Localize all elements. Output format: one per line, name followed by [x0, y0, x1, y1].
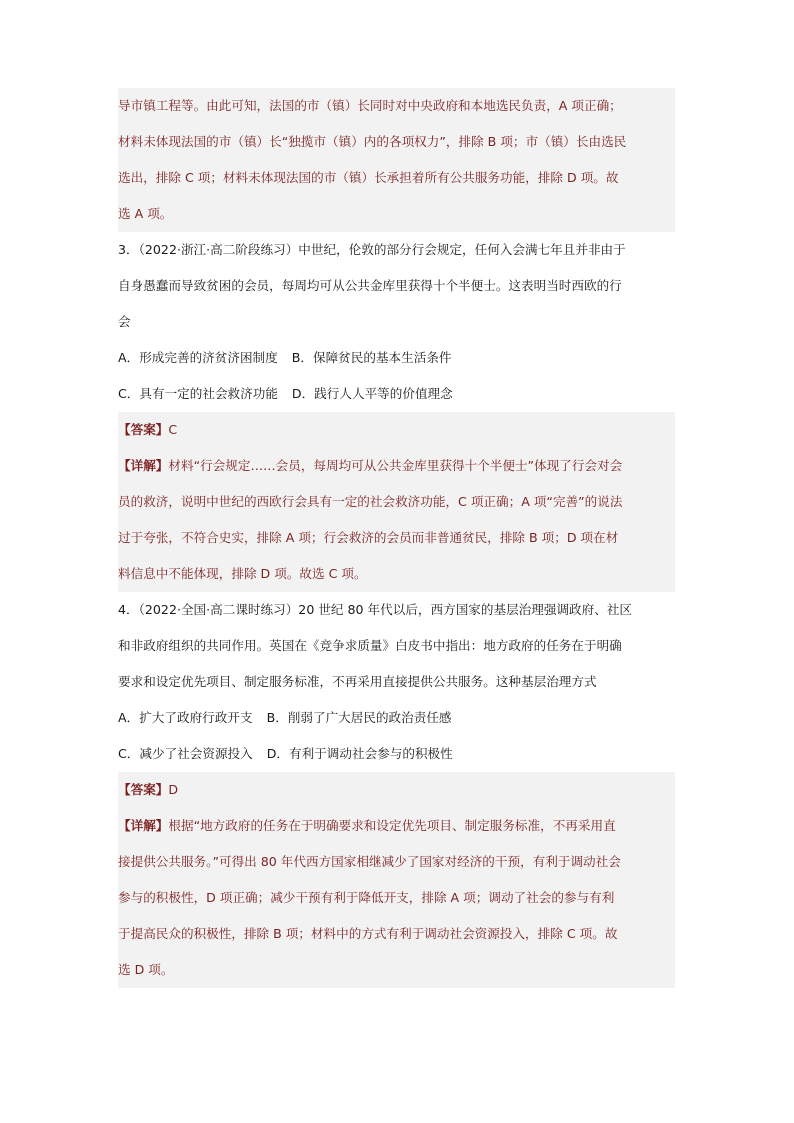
question-4-options-row-1	[118, 700, 675, 736]
option-c: C．具有一定的社会救济功能	[118, 386, 278, 401]
option-a: A．扩大了政府行政开支	[118, 710, 253, 725]
option-a: A．形成完善的济贫济困制度	[118, 350, 278, 365]
question-3-detail: 料信息中不能体现，排除 D 项。故选 C 项。	[118, 556, 675, 592]
question-4-detail	[118, 808, 675, 844]
answer-label: 【答案】	[118, 422, 169, 437]
question-3-options-row-1	[118, 340, 675, 376]
explanation-line: 选 A 项。	[118, 196, 675, 232]
page-content	[118, 88, 675, 988]
question-3-detail: 员的救济，说明中世纪的西欧行会具有一定的社会救济功能，C 项正确；A 项“完善”的说法	[118, 484, 675, 520]
explanation-line: 材料未体现法国的市（镇）长“独揽市（镇）内的各项权力”，排除 B 项；市（镇）长由选民	[118, 124, 675, 160]
detail-label: 【详解】	[118, 818, 169, 833]
question-3-detail	[118, 448, 675, 484]
question-3-answer	[118, 412, 675, 448]
question-4-stem: 和非政府组织的共同作用。英国在《竞争求质量》白皮书中指出：地方政府的任务在于明确	[118, 638, 622, 653]
answer-value: D	[168, 782, 179, 797]
answer-value: C	[168, 422, 178, 437]
question-4-options-row-2	[118, 736, 675, 772]
question-4-detail: 接提供公共服务。”可得出 80 年代西方国家相继减少了国家对经济的干预，有利于调动社会	[118, 844, 675, 880]
option-d: D．践行人人平等的价值理念	[291, 386, 453, 401]
question-3-stem: 自身愚蠢而导致贫困的会员，每周均可从公共金库里获得十个半便士。这表明当时西欧的行	[118, 278, 622, 293]
detail-text: 材料“行会规定……会员，每周均可从公共金库里获得十个半便士”体现了行会对会	[168, 458, 623, 473]
question-4-stem: 4．（2022·全国·高二课时练习）20 世纪 80 年代以后，西方国家的基层治理强调政府、社区	[118, 602, 633, 617]
option-b: B．保障贫民的基本生活条件	[291, 350, 452, 365]
question-4-detail: 参与的积极性，D 项正确；减少干预有利于降低开支，排除 A 项；调动了社会的参与有利	[118, 880, 675, 916]
option-b: B．削弱了广大居民的政治责任感	[266, 710, 452, 725]
option-c: C．减少了社会资源投入	[118, 746, 253, 761]
explanation-line: 导市镇工程等。由此可知，法国的市（镇）长同时对中央政府和本地选民负责，A 项正确；	[118, 88, 675, 124]
answer-label: 【答案】	[118, 782, 169, 797]
explanation-line: 选出，排除 C 项；材料未体现法国的市（镇）长承担着所有公共服务功能，排除 D 项。故	[118, 160, 675, 196]
question-4-answer	[118, 772, 675, 808]
question-3-options-row-2	[118, 376, 675, 412]
question-4-detail: 于提高民众的积极性，排除 B 项；材料中的方式有利于调动社会资源投入，排除 C 项。故	[118, 916, 675, 952]
detail-label: 【详解】	[118, 458, 169, 473]
question-4-detail: 选 D 项。	[118, 952, 675, 988]
question-4-stem: 要求和设定优先项目、制定服务标准，不再采用直接提供公共服务。这种基层治理方式	[118, 674, 597, 689]
question-3-stem: 会	[118, 314, 131, 329]
option-d: D．有利于调动社会参与的积极性	[266, 746, 453, 761]
detail-text: 根据“地方政府的任务在于明确要求和设定优先项目、制定服务标准，不再采用直	[168, 818, 616, 833]
question-3-detail: 过于夸张，不符合史实，排除 A 项；行会救济的会员而非普通贫民，排除 B 项；D 项在材	[118, 520, 675, 556]
question-3-stem: 3．（2022·浙江·高二阶段练习）中世纪，伦敦的部分行会规定，任何入会满七年且并非由于	[118, 242, 626, 257]
